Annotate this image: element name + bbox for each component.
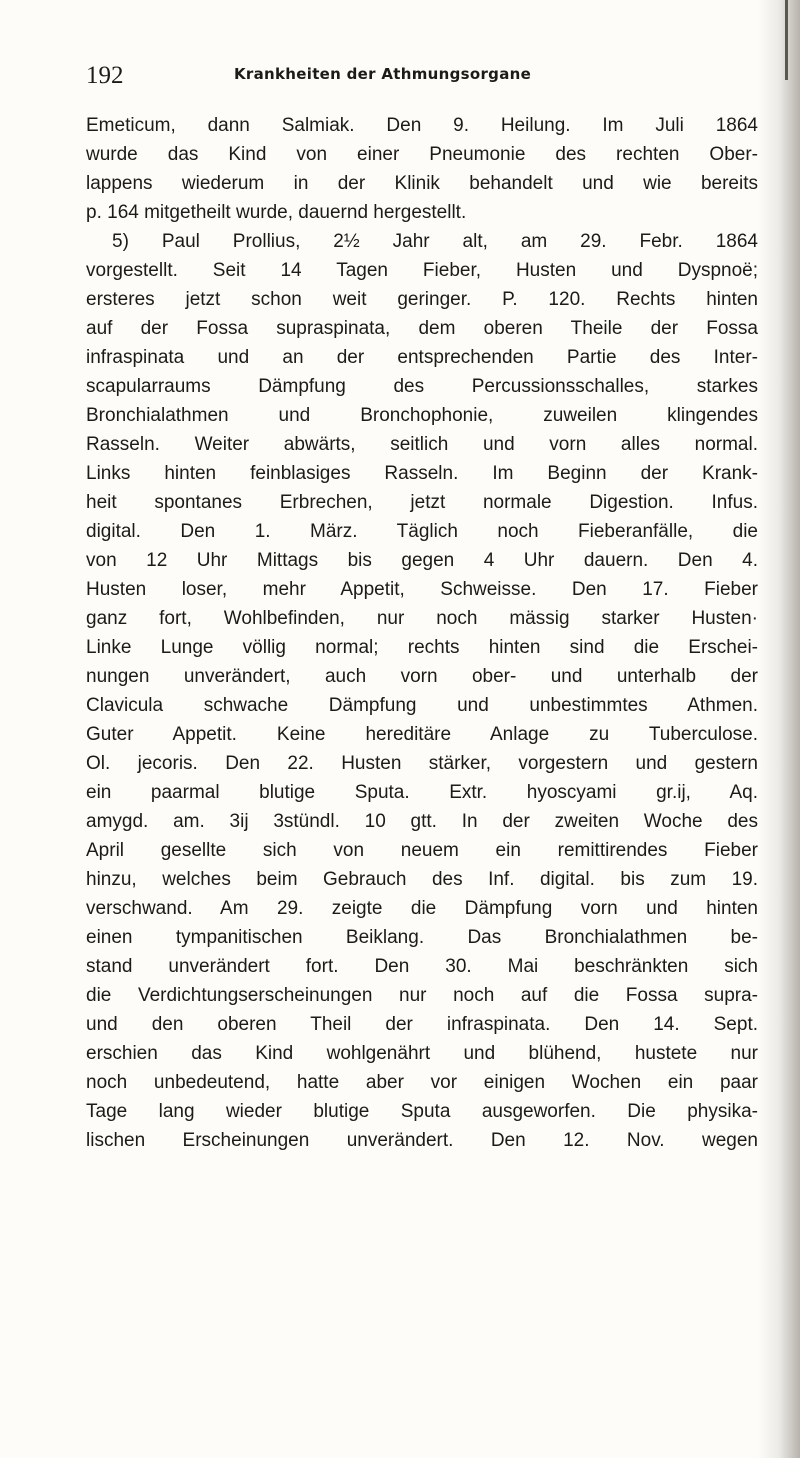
text-line: heit spontanes Erbrechen, jetzt normale Digestion. Infus.	[86, 492, 758, 513]
text-line: ersteres jetzt schon weit geringer. P. 120. Rechts hinten	[86, 289, 758, 310]
text-line: Tage lang wieder blutige Sputa ausgeworfen. Die physika-	[86, 1101, 758, 1122]
text-line: einen tympanitischen Beiklang. Das Bronchialathmen be-	[86, 927, 758, 948]
text-line: Ol. jecoris. Den 22. Husten stärker, vorgestern und gestern	[86, 753, 758, 774]
text-line: die Verdichtungserscheinungen nur noch auf die Fossa supra-	[86, 985, 758, 1006]
text-line: p. 164 mitgetheilt wurde, dauernd hergestellt.	[86, 202, 467, 223]
text-line: vorgestellt. Seit 14 Tagen Fieber, Husten und Dyspnoë;	[86, 260, 758, 281]
text-line: von 12 Uhr Mittags bis gegen 4 Uhr dauern. Den 4.	[86, 550, 758, 571]
text-line: digital. Den 1. März. Täglich noch Fieberanfälle, die	[86, 521, 758, 542]
text-line: ganz fort, Wohlbefinden, nur noch mässig starker Husten·	[86, 608, 758, 629]
page-edge-mark	[785, 0, 788, 80]
text-line: ein paarmal blutige Sputa. Extr. hyoscyami gr.ij, Aq.	[86, 782, 758, 803]
text-line: nungen unverändert, auch vorn ober- und unterhalb der	[86, 666, 758, 687]
text-line: Husten loser, mehr Appetit, Schweisse. Den 17. Fieber	[86, 579, 758, 600]
text-line: amygd. am. 3ij 3stündl. 10 gtt. In der zweiten Woche des	[86, 811, 758, 832]
text-line: auf der Fossa supraspinata, dem oberen Theile der Fossa	[86, 318, 758, 339]
text-line: und den oberen Theil der infraspinata. Den 14. Sept.	[86, 1014, 758, 1035]
text-line: scapularraums Dämpfung des Percussionsschalles, starkes	[86, 376, 758, 397]
page-header	[86, 56, 756, 96]
text-line: hinzu, welches beim Gebrauch des Inf. digital. bis zum 19.	[86, 869, 758, 890]
text-line: 5) Paul Prollius, 2½ Jahr alt, am 29. Febr. 1864	[112, 231, 758, 252]
text-line: verschwand. Am 29. zeigte die Dämpfung vorn und hinten	[86, 898, 758, 919]
text-line: Clavicula schwache Dämpfung und unbestimmtes Athmen.	[86, 695, 758, 716]
body-text	[86, 111, 758, 1155]
text-line: lappens wiederum in der Klinik behandelt und wie bereits	[86, 173, 758, 194]
page-edge-shadow	[758, 0, 800, 1458]
running-head: Krankheiten der Athmungsorgane	[234, 65, 532, 83]
text-line: erschien das Kind wohlgenährt und blühend, hustete nur	[86, 1043, 758, 1064]
text-line: noch unbedeutend, hatte aber vor einigen Wochen ein paar	[86, 1072, 758, 1093]
text-line: Linke Lunge völlig normal; rechts hinten sind die Erschei-	[86, 637, 758, 658]
text-line: lischen Erscheinungen unverändert. Den 12. Nov. wegen	[86, 1130, 758, 1151]
text-line: Rasseln. Weiter abwärts, seitlich und vorn alles normal.	[86, 434, 758, 455]
text-line: April gesellte sich von neuem ein remittirendes Fieber	[86, 840, 758, 861]
text-line: Guter Appetit. Keine hereditäre Anlage zu Tuberculose.	[86, 724, 758, 745]
text-line: Bronchialathmen und Bronchophonie, zuweilen klingendes	[86, 405, 758, 426]
page-number: 192	[86, 62, 124, 89]
text-line: Emeticum, dann Salmiak. Den 9. Heilung. Im Juli 1864	[86, 115, 758, 136]
text-line: infraspinata und an der entsprechenden Partie des Inter-	[86, 347, 758, 368]
text-line: wurde das Kind von einer Pneumonie des rechten Ober-	[86, 144, 758, 165]
text-line: Links hinten feinblasiges Rasseln. Im Beginn der Krank-	[86, 463, 758, 484]
text-line: stand unverändert fort. Den 30. Mai beschränkten sich	[86, 956, 758, 977]
